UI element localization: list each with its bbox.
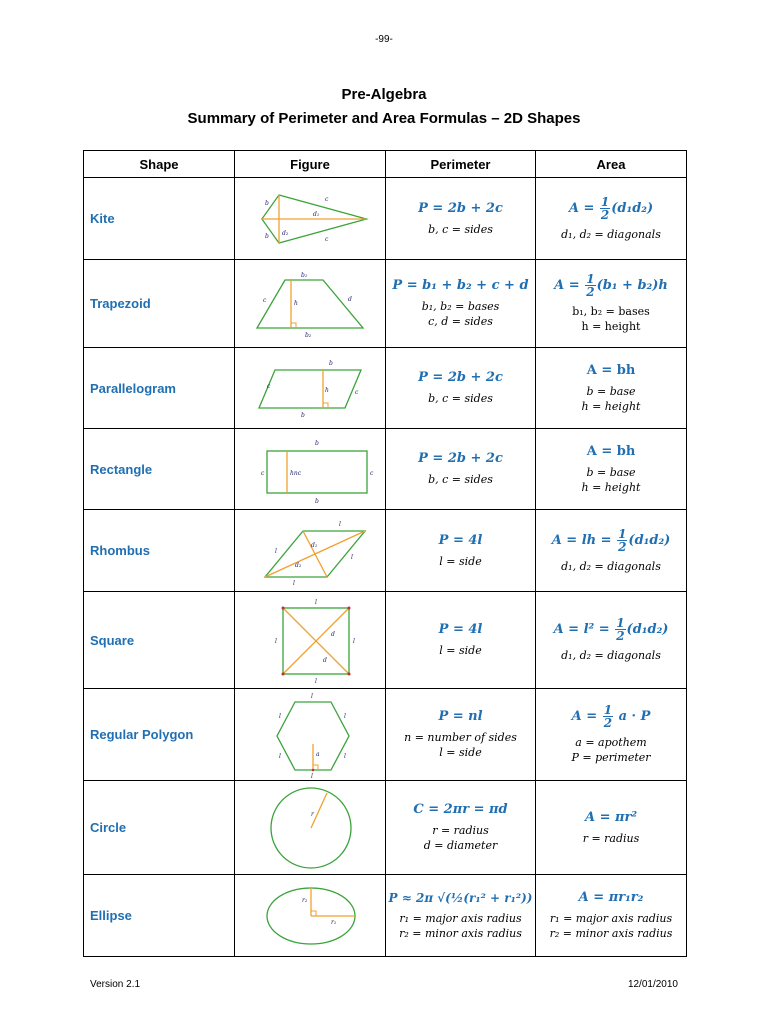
area-def: d₁, d₂ = diagonals xyxy=(561,227,661,241)
shape-name: Regular Polygon xyxy=(84,689,235,781)
perimeter-def: n = number of sides xyxy=(404,731,517,744)
perimeter-cell xyxy=(386,510,536,592)
label-c: c xyxy=(263,296,267,304)
page-title: Pre-Algebra xyxy=(341,86,427,103)
perimeter-cell xyxy=(386,875,536,957)
perimeter-cell xyxy=(386,781,536,875)
table-row xyxy=(84,348,687,429)
label-b: b xyxy=(315,440,319,447)
label-d: d xyxy=(323,657,327,664)
area-formula: A = l² = $\frac{1}{2}$ (d₁d₂) xyxy=(553,616,669,643)
area-def: r₁ = major axis radius xyxy=(549,912,673,925)
area-formula: A = $\frac{1}{2}$ (b₁ + b₂)h xyxy=(554,272,668,299)
shape-name: Ellipse xyxy=(84,875,235,957)
label-b: b xyxy=(265,232,269,240)
area-formula: A = $\frac{1}{2}$ a · P xyxy=(571,703,651,730)
shape-name: Rhombus xyxy=(84,510,235,592)
perimeter-cell xyxy=(386,592,536,689)
area-cell xyxy=(536,429,687,510)
label-a: a xyxy=(316,750,320,758)
label-r1: r₁ xyxy=(331,918,337,926)
label-l: l xyxy=(315,599,317,606)
formula-table xyxy=(83,150,687,957)
label-h: hnc xyxy=(290,470,302,477)
perimeter-cell xyxy=(386,348,536,429)
shape-name: Circle xyxy=(84,781,235,875)
area-def: b = base xyxy=(586,384,636,398)
label-l: l xyxy=(351,553,353,561)
perimeter-def: l = side xyxy=(439,644,482,657)
perimeter-formula: P ≈ 2π √(½(r₁² + r₁²)) xyxy=(388,890,533,905)
area-cell xyxy=(536,178,687,260)
label-c: c xyxy=(355,389,359,396)
perimeter-formula: P = 2b + 2c xyxy=(418,451,503,466)
table-row xyxy=(84,875,687,957)
table-row xyxy=(84,510,687,592)
label-r2: r₂ xyxy=(302,896,308,904)
area-def: r = radius xyxy=(582,831,640,845)
perimeter-formula: P = 2b + 2c xyxy=(418,370,503,385)
label-l: l xyxy=(315,678,317,684)
table-row xyxy=(84,781,687,875)
perimeter-formula: P = b₁ + b₂ + c + d xyxy=(392,278,529,293)
area-def: P = perimeter xyxy=(571,751,651,764)
perimeter-def: l = side xyxy=(439,554,482,568)
figure-kite xyxy=(235,178,386,260)
shape-name: Square xyxy=(84,592,235,689)
footer-date: 12/01/2010 xyxy=(627,979,678,990)
table-row xyxy=(84,260,687,348)
perimeter-formula: P = 4l xyxy=(438,622,483,637)
area-formula: A = πr² xyxy=(584,809,638,825)
label-b1: b₁ xyxy=(301,271,308,279)
area-formula: A = $\frac{1}{2}$ (d₁d₂) xyxy=(568,194,654,222)
perimeter-def: c, d = sides xyxy=(428,315,493,328)
area-cell xyxy=(536,592,687,689)
perimeter-def: b, c = sides xyxy=(428,222,493,236)
label-d1: d₁ xyxy=(313,210,320,218)
label-l: l xyxy=(339,520,341,528)
perimeter-def: b, c = sides xyxy=(428,473,493,486)
label-c: c xyxy=(261,470,265,477)
figure-parallelogram xyxy=(235,348,386,429)
area-cell xyxy=(536,875,687,957)
label-l: l xyxy=(344,752,346,760)
label-b: b xyxy=(301,412,305,419)
label-c: c xyxy=(325,195,329,203)
page-subtitle: Summary of Perimeter and Area Formulas – 2D Shapes xyxy=(187,110,581,127)
header-area: Area xyxy=(536,151,687,178)
label-c: c xyxy=(267,383,271,390)
label-b2: b₂ xyxy=(305,331,312,339)
perimeter-cell xyxy=(386,429,536,510)
perimeter-def: r₁ = major axis radius xyxy=(399,911,522,925)
table-row xyxy=(84,689,687,781)
area-cell xyxy=(536,781,687,875)
page-number: -99- xyxy=(375,34,393,45)
label-l: l xyxy=(293,579,295,587)
perimeter-def: b₁, b₂ = bases xyxy=(421,300,500,313)
figure-trapezoid xyxy=(235,260,386,348)
area-formula: A = bh xyxy=(586,443,636,459)
figure-rectangle xyxy=(235,429,386,510)
label-h: h xyxy=(325,387,329,394)
label-b: b xyxy=(329,360,333,367)
perimeter-formula: C = 2πr = πd xyxy=(413,802,508,817)
area-cell xyxy=(536,348,687,429)
figure-circle xyxy=(235,781,386,875)
perimeter-formula: P = nl xyxy=(438,709,483,724)
label-d: d xyxy=(331,631,335,638)
label-r: r xyxy=(311,810,314,818)
label-l: l xyxy=(279,752,281,760)
label-l: l xyxy=(311,772,313,778)
area-def: d₁, d₂ = diagonals xyxy=(561,649,661,662)
label-d2: d₂ xyxy=(295,561,302,569)
label-l: l xyxy=(279,712,281,720)
table-row xyxy=(84,592,687,689)
shape-name: Rectangle xyxy=(84,429,235,510)
area-formula: A = lh = $\frac{1}{2}$ (d₁d₂) xyxy=(551,526,671,554)
shape-name: Parallelogram xyxy=(84,348,235,429)
label-d2: d₂ xyxy=(282,229,289,237)
figure-ellipse xyxy=(235,875,386,957)
area-def: r₂ = minor axis radius xyxy=(549,927,673,940)
area-cell xyxy=(536,510,687,592)
perimeter-def: r = radius xyxy=(432,824,489,837)
label-l: l xyxy=(353,638,355,645)
figure-regular-polygon xyxy=(235,689,386,781)
perimeter-def: d = diameter xyxy=(423,839,498,852)
label-c: c xyxy=(370,470,374,477)
table-row xyxy=(84,429,687,510)
area-cell xyxy=(536,260,687,348)
label-l: l xyxy=(275,638,277,645)
area-def: d₁, d₂ = diagonals xyxy=(561,559,661,573)
figure-rhombus xyxy=(235,510,386,592)
area-formula: A = πr₁r₂ xyxy=(578,890,644,905)
table-header-row xyxy=(84,151,687,178)
label-c: c xyxy=(325,235,329,243)
area-formula: A = bh xyxy=(586,362,636,378)
perimeter-cell xyxy=(386,260,536,348)
footer-version: Version 2.1 xyxy=(90,979,141,990)
perimeter-cell xyxy=(386,689,536,781)
header-perimeter: Perimeter xyxy=(386,151,536,178)
perimeter-formula: P = 4l xyxy=(438,532,483,548)
shape-name: Trapezoid xyxy=(84,260,235,348)
label-b: b xyxy=(315,498,319,505)
perimeter-def: b, c = sides xyxy=(428,392,493,405)
header-shape: Shape xyxy=(84,151,235,178)
area-def: b = base xyxy=(586,465,636,479)
label-h: h xyxy=(294,299,298,307)
perimeter-formula: P = 2b + 2c xyxy=(418,200,503,216)
label-l: l xyxy=(311,692,313,700)
figure-square xyxy=(235,592,386,689)
area-cell xyxy=(536,689,687,781)
table-row xyxy=(84,178,687,260)
shape-name: Kite xyxy=(84,178,235,260)
area-def: h = height xyxy=(581,320,641,333)
label-l: l xyxy=(344,712,346,720)
area-def: h = height xyxy=(581,480,641,494)
label-d1: d₁ xyxy=(311,541,318,549)
perimeter-def: l = side xyxy=(439,746,482,759)
perimeter-cell xyxy=(386,178,536,260)
label-b: b xyxy=(265,199,269,207)
area-def: a = apothem xyxy=(575,736,647,749)
area-def: h = height xyxy=(581,399,641,413)
header-figure: Figure xyxy=(235,151,386,178)
area-def: b₁, b₂ = bases xyxy=(572,305,650,318)
label-d: d xyxy=(348,295,352,303)
perimeter-def: r₂ = minor axis radius xyxy=(399,926,522,940)
label-l: l xyxy=(275,547,277,555)
